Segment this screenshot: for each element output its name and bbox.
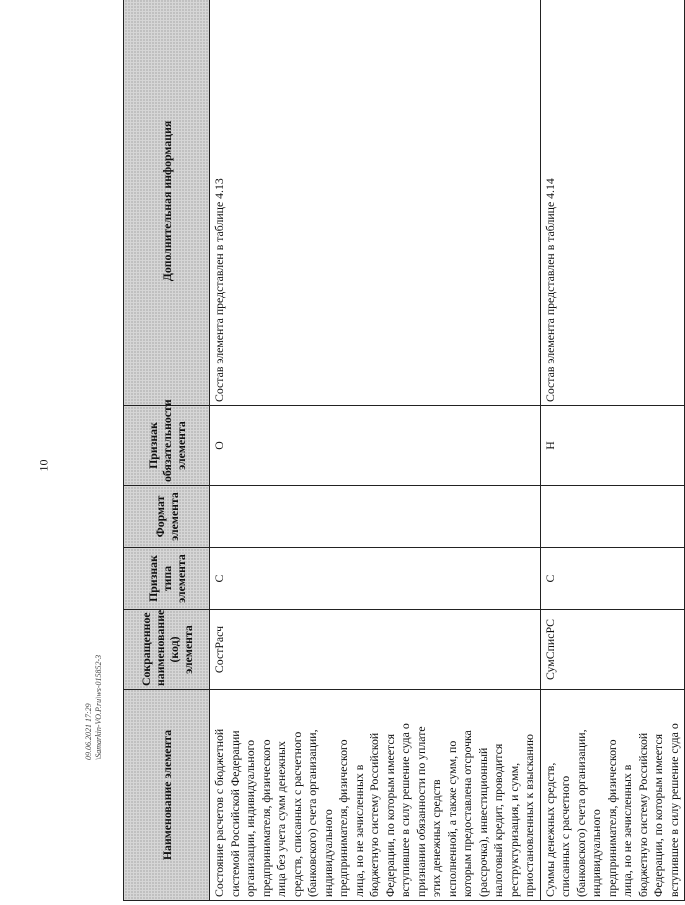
row-1-info: Состав элемента представлен в таблице 4.13	[210, 0, 541, 406]
header-required: Признак обязательности элемента	[124, 406, 210, 486]
document-table-container	[123, 0, 681, 901]
elements-table	[123, 0, 685, 901]
table-row	[540, 0, 685, 901]
footer-line-2: \Samarkin-VO.Р.ru\ws-015852-3	[94, 654, 103, 760]
header-name: Наименование элемента	[124, 690, 210, 901]
footer-stamp	[84, 655, 104, 760]
row-2-info: Состав элемента представлен в таблице 4.14	[540, 0, 685, 406]
row-1-name: Состояние расчетов с бюджетной системой Российской Федерации организации, индивидуального предпринимателя, физического лица без учета сумм денежных средств, списанных с расчетного (банковского) счета организации, индивидуального предпринимателя, физического лица, но не зачисленных в бюджетную систему Российской Федерации, по которым имеется вступившее в силу решение суда о признании обязанности по уплате этих денежных средств исполненной, а также сумм, по которым предоставлена отсрочка (рассрочка), инвестиционный налоговый кредит, проводится реструктуризация, и сумм, приостановленных к взысканию	[210, 690, 541, 901]
row-1-type: С	[210, 548, 541, 610]
page-number: 10	[36, 459, 51, 472]
header-info: Дополнительная информация	[124, 0, 210, 406]
table-row	[210, 0, 541, 901]
table-header-row	[124, 0, 210, 901]
header-short-name: Сокращенное наименование (код) элемента	[124, 610, 210, 690]
row-1-required: О	[210, 406, 541, 486]
row-1-format	[210, 486, 541, 548]
row-2-format	[540, 486, 685, 548]
header-format: Формат элемента	[124, 486, 210, 548]
footer-line-1: 09.06.2021 17:29	[84, 703, 93, 760]
row-2-short-name: СумСписРС	[540, 610, 685, 690]
row-2-required: Н	[540, 406, 685, 486]
row-1-short-name: СостРасч	[210, 610, 541, 690]
header-type: Признак типа элемента	[124, 548, 210, 610]
row-2-name: Суммы денежных средств, списанных с расчетного (банковского) счета организации, индивидуального предпринимателя, физического лица, но не зачисленных в бюджетную систему Российской Федерации, по которым имеется вступившее в силу решение суда о	[540, 690, 685, 901]
row-2-type: С	[540, 548, 685, 610]
